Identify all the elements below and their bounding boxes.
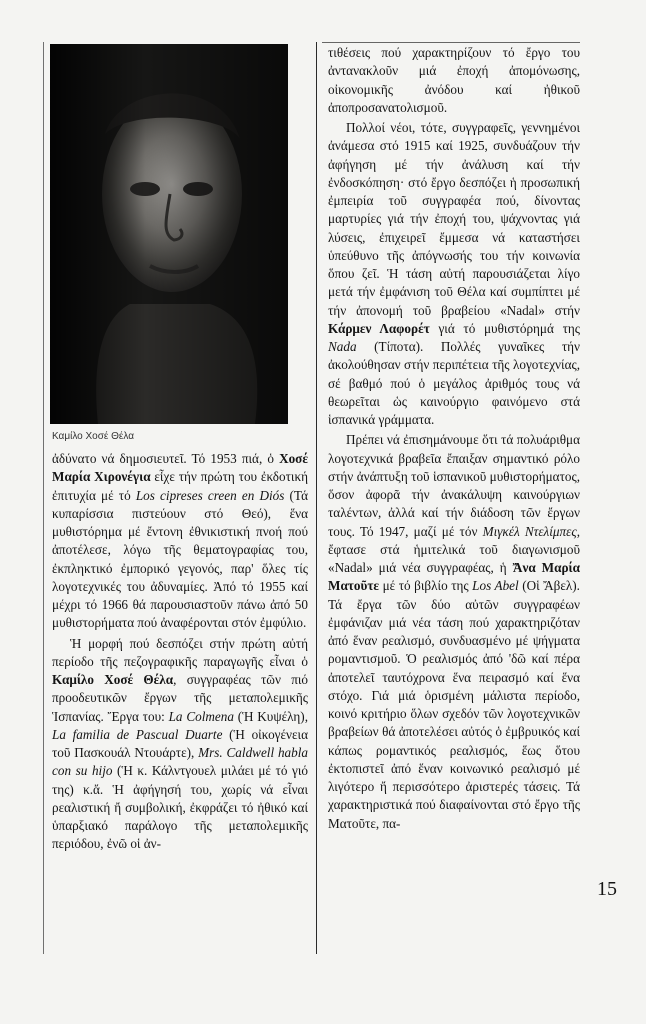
bold-name-run: Καμίλο Χοσέ Θέλα — [52, 672, 174, 687]
left-text-column — [52, 450, 308, 854]
text-run: (Ἡ οἰκογένεια τοῦ Πασκουάλ Ντουάρτε), — [52, 726, 308, 760]
italic-title-run: Los Abel — [472, 578, 519, 594]
photo-caption: Καμίλο Χοσέ Θέλα — [52, 431, 135, 442]
text-run: γιά τό μυθιστόρημά της — [429, 320, 580, 336]
text-run: , ἔφτασε στά ἡμιτελικά τοῦ διαγωνισμοῦ «Nadal» μιά νέα συγγραφέας, ἡ — [328, 523, 580, 575]
text-run: (Ἡ Κυψέλη), — [233, 708, 308, 724]
bold-name-run: Κάρμεν Λαφορέτ — [328, 320, 430, 336]
italic-title-run: Los cipreses creen en Diós — [135, 487, 285, 503]
text-run: Πρέπει νά ἐπισημάνουμε ὅτι τά πολυάριθμα λογοτεχνικά βραβεῖα ἔπαιξαν σημαντικό ρόλο στήν ἀνάπτυξη τοῦ ἱσπανικοῦ μυθιστορήματος, ὅσον ἀφορᾶ τήν ἀνακάλυψη καινούργιων ταλέντων, ἀλλά καί τήν διάδοση τῶν ἔργων τους. Τό 1947, μαζί μέ τόν — [328, 432, 580, 539]
italic-title-run: Μιγκέλ Ντελίμπες — [482, 523, 577, 539]
bold-name-run: Ἄνα Μαρία Ματοῦτε — [328, 560, 580, 594]
paragraph — [52, 450, 308, 633]
paragraph — [52, 635, 308, 854]
bold-name-run: Χοσέ Μαρία Χιρονέγια — [52, 451, 308, 485]
text-run: (Τίποτα). Πολλές γυναῖκες τήν ἀκολούθησαν στήν περιπέτεια τῆς λογοτεχνίας, σέ βαθμό πού ὁ μεγάλος ἀριθμός τους νά θεωρεῖται ὡς καινούργιο φαινόμενο στά ἱσπανικά γράμματα. — [328, 339, 580, 427]
text-run: Πολλοί νέοι, τότε, συγγραφεῖς, γεννημένοι ἀνάμεσα στό 1915 καί 1925, συνδυάζουν τήν ἀφήγηση μέ τήν ἀνάλυση καί τήν ἐνδοσκόπηση· στό ἔργο δεσπόζει ἡ προσωπική ἐμπειρία τοῦ συγγραφέα πού, δίνοντας μαρτυρίες γιά τήν ἐποχή του, ψάχνοντας γιά λύσεις, ἐπιχειρεῖ ἔμμεσα νά καταστήσει ὑπεύθυνο τῆς ἀπόγνωσής του τήν κοινωνία ὅπου ζεῖ. Ἡ τάση αὐτή παρουσιάζεται λίγο μετά τήν ἐμφάνιση τοῦ Θέλα καί συμπίπτει μέ τήν ἀπονομή τοῦ βραβείου «Nadal» στήν — [328, 120, 580, 318]
top-rule — [322, 42, 580, 43]
text-run: (Τά κυπαρίσσια πιστεύουν στό Θεό), ἕνα μυθιστόρημα μέ ἔντονη ἐθνικιστική πνοή πού ἀποτέλεσε, λόγω τῆς θεματογραφίας του, ἐκπληκτικό ἐμπορικό γεγονός, παρ' ὅλες τίς λογοτεχνικές του ἀδυναμίες. Ἀπό τό 1955 καί μέχρι τό 1966 θά παρουσιαστοῦν πάνω ἀπό 50 μυθιστορήματα πού ἀναφέρονται στόν ἐμφύλιο. — [52, 487, 308, 631]
italic-title-run: Nada — [328, 339, 357, 354]
italic-title-run: Mrs. Caldwell habla con su hijo — [52, 745, 308, 779]
author-portrait-photo — [50, 44, 288, 424]
text-run: εἶχε τήν πρώτη του ἐκδοτική ἐπιτυχία μέ τό — [52, 469, 308, 503]
italic-title-run: La Colmena — [168, 708, 234, 724]
italic-title-run: La familia de Pascual Duarte — [52, 726, 223, 742]
paragraph — [328, 431, 580, 833]
text-run: (Ἡ κ. Κάλντγουελ μιλάει μέ τό γιό της) κ.ἄ. Ἡ ἀφήγησή του, χωρίς νά εἶναι ρεαλιστική ἤ συμβολική, ἐκφράζει τό ἠθικό καί ὑπαρξιακό παράλογο τῆς μεταπολεμικῆς περιόδου, ἐνῶ οἱ ἀν- — [52, 763, 308, 852]
text-run: τιθέσεις πού χαρακτηρίζουν τό ἔργο του ἀντανακλοῦν μιά ἐποχή ἀπομόνωσης, οἰκονομικῆς ἀνόδου καί ἠθικοῦ ἀποπροσανατολισμοῦ. — [328, 45, 580, 115]
paragraph — [328, 119, 580, 429]
text-run: , συγγραφέας τῶν πιό προοδευτικῶν ἔργων τῆς μεταπολεμικῆς Ἱσπανίας. Ἔργα του: — [52, 672, 308, 724]
column-divider — [316, 42, 317, 954]
text-run: ἀδύνατο νά δημοσιευτεῖ. Τό 1953 πιά, ὁ — [52, 451, 280, 466]
left-margin-rule — [43, 42, 44, 954]
page-number: 15 — [597, 878, 617, 900]
text-run: Ἡ μορφή πού δεσπόζει στήν πρώτη αὐτή περίοδο τῆς πεζογραφικῆς παραγωγῆς εἶναι ὁ — [52, 635, 308, 669]
paragraph — [328, 44, 580, 117]
text-run: (Οἱ Ἄβελ). Τά ἔργα τῶν δύο αὐτῶν συγγραφέων ἐμφάνιζαν μιά νέα τάση πού χαρακτηριζόταν ἀπό ἕναν ρεαλισμό, συνδυασμένο μέ ψήγματα ρομαντισμοῦ. Ὁ ρεαλισμός ἀπό 'δῶ καί πέρα ἀποτελεῖ ταυτόχρονα ἕνα πειρασμό καί ἕνα στόχο. Γιά μιά ὁρισμένη μάλιστα περίοδο, κοινό κριτήριο ὅλων σχεδόν τῶν λογοτεχνικῶν βραβείων θά ἀποτελέσει αὐτός ὁ ἐμβρυικός καί κάπως ρομαντικός ρεαλισμός, ἕως ὅτου ἐκτοπιστεῖ ἀπό ἕναν κοινωνικό ρεαλισμό μέ λιγότερο ἤ περισσότερο ἀριστερές τάσεις. Τά χαρακτηριστικά πού διαφαίνονται στό ἔργο τῆς Ματοῦτε, πα- — [328, 578, 580, 831]
right-text-column — [328, 44, 580, 833]
text-run: μέ τό βιβλίο της — [379, 578, 473, 594]
